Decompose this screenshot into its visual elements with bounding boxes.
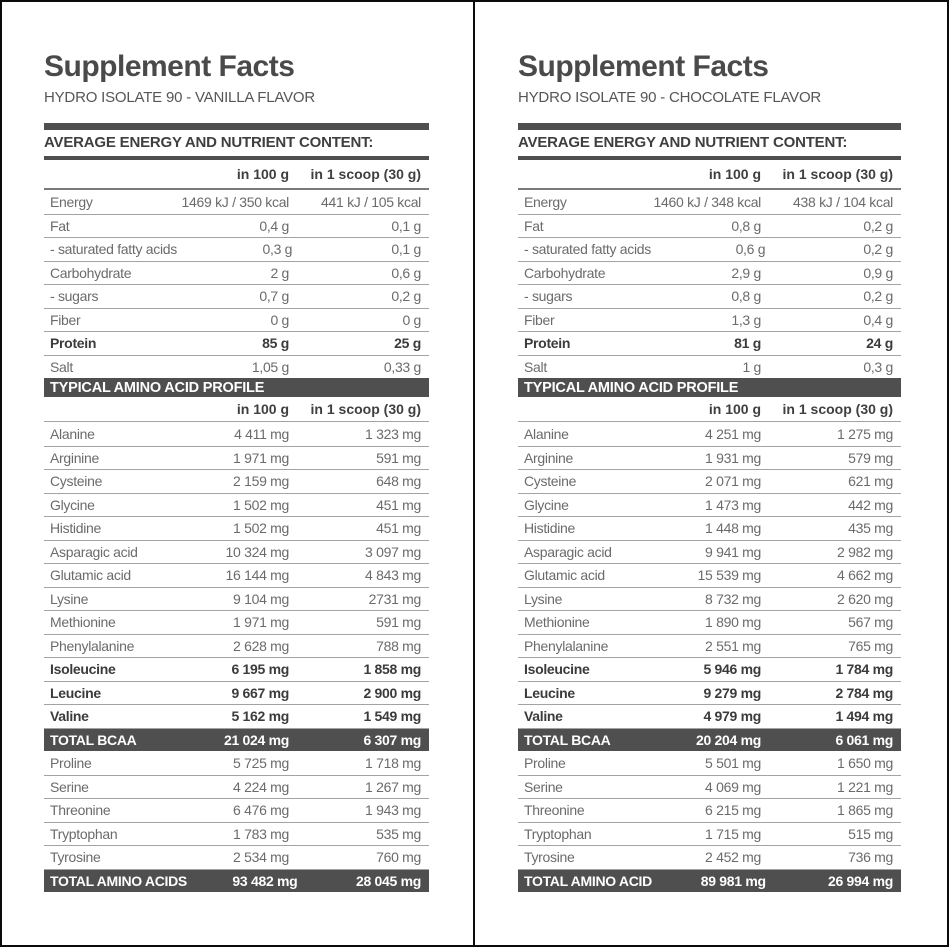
value-per-scoop: 1 323 mg [365,425,421,442]
row-label: Lysine [50,590,89,607]
table-row [518,681,901,705]
col-header-per-100g: in 100 g [236,401,289,417]
table-row [518,446,901,470]
value-per-100g: 4 251 mg [705,425,761,442]
value-per-100g: 9 667 mg [231,684,289,701]
table-row [44,190,429,214]
value-per-scoop: 0,2 g [863,217,893,234]
table-row [44,446,429,470]
table-row [44,845,429,869]
value-per-100g: 85 g [262,335,289,352]
table-row [44,634,429,658]
table-row [518,214,901,238]
value-per-100g: 15 539 mg [697,567,761,584]
value-per-scoop: 0,1 g [391,217,421,234]
value-per-100g: 2 g [270,264,289,281]
table-row [44,681,429,705]
value-per-100g: 93 482 mg [232,872,298,889]
col-header-per-scoop: in 1 scoop (30 g) [310,166,421,182]
value-per-scoop: 6 307 mg [363,731,421,748]
row-label: TOTAL AMINO ACID [524,872,652,889]
value-per-scoop: 1 494 mg [835,708,893,725]
row-label: Glycine [50,496,95,513]
nutrient-section-header: AVERAGE ENERGY AND NUTRIENT CONTENT: [518,134,848,151]
nutrient-table [518,190,901,378]
value-per-scoop: 435 mg [848,520,893,537]
page-title: Supplement Facts [44,50,295,83]
amino-section-header: TYPICAL AMINO ACID PROFILE [518,378,901,397]
value-per-100g: 1 931 mg [705,449,761,466]
row-label: Salt [50,358,73,375]
value-per-scoop: 0,2 g [863,288,893,305]
value-per-100g: 1469 kJ / 350 kcal [181,193,289,210]
value-per-100g: 5 501 mg [705,754,761,771]
row-label: Alanine [524,425,569,442]
row-label: Glutamic acid [524,567,605,584]
table-row [44,261,429,285]
value-per-100g: 4 411 mg [234,425,289,442]
row-label: Protein [50,335,97,352]
row-label: Fiber [524,311,555,328]
value-per-scoop: 579 mg [848,449,893,466]
table-row [518,308,901,332]
value-per-scoop: 2731 mg [368,590,421,607]
value-per-100g: 4 224 mg [233,778,289,795]
value-per-100g: 2 534 mg [233,849,289,866]
value-per-100g: 2 071 mg [705,473,761,490]
value-per-100g: 5 162 mg [231,708,289,725]
value-per-100g: 6 195 mg [231,661,289,678]
table-row [44,587,429,611]
value-per-100g: 1 715 mg [705,825,761,842]
row-label: Isoleucine [50,661,116,678]
table-row [44,355,429,379]
value-per-100g: 1460 kJ / 348 kcal [653,193,761,210]
value-per-scoop: 0,33 g [383,358,421,375]
value-per-100g: 81 g [734,335,761,352]
row-label: Leucine [50,684,101,701]
table-row [518,190,901,214]
value-per-100g: 89 981 mg [700,872,766,889]
table-row [518,775,901,799]
value-per-scoop: 0,2 g [391,288,421,305]
row-label: Histidine [524,520,575,537]
value-per-scoop: 1 784 mg [835,661,893,678]
value-per-100g: 9 941 mg [705,543,761,560]
value-per-scoop: 25 g [394,335,421,352]
row-label: Tryptophan [524,825,592,842]
value-per-100g: 0,7 g [259,288,289,305]
table-row [44,214,429,238]
value-per-100g: 4 069 mg [705,778,761,795]
row-label: - sugars [50,288,99,305]
value-per-100g: 1,05 g [251,358,289,375]
value-per-scoop: 0,4 g [863,311,893,328]
amino-column-headers [44,397,429,422]
table-row [44,493,429,517]
value-per-100g: 2 452 mg [705,849,761,866]
nutrient-table [44,190,429,378]
row-label: - saturated fatty acids [524,241,651,258]
col-header-per-100g: in 100 g [708,401,761,417]
value-per-scoop: 2 784 mg [835,684,893,701]
row-label: TOTAL AMINO ACIDS [50,872,187,889]
row-label: Lysine [524,590,563,607]
row-label: Tryptophan [50,825,118,842]
table-row [44,331,429,355]
table-row [518,331,901,355]
row-label: Arginine [524,449,573,466]
amino-column-headers [518,397,901,422]
value-per-100g: 1 890 mg [705,614,761,631]
table-row [518,634,901,658]
row-label: - saturated fatty acids [50,241,177,258]
row-label: TOTAL BCAA [50,731,137,748]
table-row [44,822,429,846]
value-per-scoop: 451 mg [376,496,421,513]
row-label: Serine [524,778,563,795]
value-per-100g: 5 946 mg [703,661,761,678]
value-per-scoop: 451 mg [376,520,421,537]
value-per-scoop: 3 097 mg [365,543,421,560]
row-label: Protein [524,335,571,352]
value-per-100g: 1 783 mg [233,825,289,842]
value-per-100g: 6 215 mg [705,802,761,819]
value-per-scoop: 535 mg [376,825,421,842]
nutrient-column-headers [44,160,429,190]
row-label: Valine [524,708,563,725]
value-per-100g: 2 159 mg [233,473,289,490]
table-row [518,728,901,752]
table-row [518,822,901,846]
value-per-100g: 20 204 mg [695,731,761,748]
row-label: Asparagic acid [524,543,612,560]
table-row [44,798,429,822]
row-label: Alanine [50,425,95,442]
row-label: TOTAL BCAA [524,731,611,748]
table-row [44,422,429,446]
row-label: Glutamic acid [50,567,131,584]
page-title: Supplement Facts [518,50,769,83]
table-row [518,704,901,728]
col-header-per-scoop: in 1 scoop (30 g) [782,401,893,417]
row-label: Tyrosine [50,849,101,866]
row-label: Histidine [50,520,101,537]
row-label: Proline [524,754,566,771]
nutrient-section-header: AVERAGE ENERGY AND NUTRIENT CONTENT: [44,134,374,151]
col-header-per-scoop: in 1 scoop (30 g) [782,166,893,182]
value-per-100g: 1 971 mg [233,449,289,466]
row-label: Arginine [50,449,99,466]
table-row [44,657,429,681]
table-row [518,869,901,893]
amino-section-header: TYPICAL AMINO ACID PROFILE [44,378,429,397]
value-per-100g: 1 971 mg [233,614,289,631]
value-per-scoop: 1 275 mg [837,425,893,442]
value-per-100g: 16 144 mg [225,567,289,584]
value-per-scoop: 0 g [402,311,421,328]
value-per-100g: 8 732 mg [705,590,761,607]
col-header-per-100g: in 100 g [236,166,289,182]
value-per-100g: 2 628 mg [233,637,289,654]
table-row [44,869,429,893]
value-per-scoop: 591 mg [376,614,421,631]
value-per-100g: 0,4 g [259,217,289,234]
value-per-scoop: 442 mg [848,496,893,513]
table-row [518,493,901,517]
table-row [44,284,429,308]
panel-chocolate [473,2,947,945]
value-per-100g: 9 104 mg [233,590,289,607]
row-label: Carbohydrate [50,264,132,281]
row-label: Threonine [50,802,111,819]
nutrient-column-headers [518,160,901,190]
value-per-scoop: 1 858 mg [363,661,421,678]
value-per-100g: 1 473 mg [705,496,761,513]
value-per-scoop: 1 221 mg [837,778,893,795]
table-row [518,261,901,285]
value-per-100g: 1 g [742,358,761,375]
value-per-100g: 6 476 mg [233,802,289,819]
value-per-scoop: 591 mg [376,449,421,466]
col-header-per-scoop: in 1 scoop (30 g) [310,401,421,417]
table-row [518,422,901,446]
table-row [44,308,429,332]
value-per-100g: 0,6 g [735,241,766,258]
row-label: Asparagic acid [50,543,138,560]
product-subtitle: HYDRO ISOLATE 90 - CHOCOLATE FLAVOR [518,89,822,106]
table-row [44,751,429,775]
value-per-100g: 10 324 mg [225,543,289,560]
amino-acid-table [518,422,901,892]
value-per-100g: 9 279 mg [703,684,761,701]
value-per-100g: 21 024 mg [223,731,289,748]
row-label: Methionine [50,614,116,631]
value-per-scoop: 0,3 g [863,358,893,375]
value-per-scoop: 24 g [866,335,893,352]
value-per-scoop: 2 982 mg [837,543,893,560]
value-per-scoop: 1 267 mg [365,778,421,795]
table-row [44,469,429,493]
row-label: Valine [50,708,89,725]
col-header-per-100g: in 100 g [708,166,761,182]
value-per-100g: 1 448 mg [705,520,761,537]
row-label: Leucine [524,684,575,701]
row-label: Proline [50,754,92,771]
value-per-100g: 4 979 mg [703,708,761,725]
value-per-100g: 1,3 g [731,311,761,328]
row-label: Carbohydrate [524,264,606,281]
table-row [44,775,429,799]
row-label: Salt [524,358,547,375]
row-label: Fat [50,217,70,234]
table-row [44,563,429,587]
divider-bar [518,123,901,130]
value-per-scoop: 0,2 g [863,241,893,258]
value-per-scoop: 1 650 mg [837,754,893,771]
value-per-scoop: 621 mg [848,473,893,490]
value-per-scoop: 0,9 g [863,264,893,281]
table-row [518,587,901,611]
value-per-100g: 5 725 mg [233,754,289,771]
value-per-scoop: 2 900 mg [363,684,421,701]
table-row [44,237,429,261]
value-per-scoop: 515 mg [848,825,893,842]
value-per-100g: 0,8 g [731,217,761,234]
table-row [518,469,901,493]
table-row [518,751,901,775]
panel-vanilla [2,2,473,945]
value-per-100g: 1 502 mg [233,520,289,537]
value-per-scoop: 0,6 g [391,264,421,281]
table-row [518,284,901,308]
table-row [44,610,429,634]
row-label: Phenylalanine [524,637,609,654]
row-label: Methionine [524,614,590,631]
row-label: Serine [50,778,89,795]
divider-bar [44,123,429,130]
table-row [518,845,901,869]
value-per-100g: 0,8 g [731,288,761,305]
row-label: Glycine [524,496,569,513]
value-per-100g: 0 g [270,311,289,328]
row-label: Isoleucine [524,661,590,678]
value-per-scoop: 736 mg [848,849,893,866]
row-label: Energy [524,193,567,210]
table-row [518,355,901,379]
value-per-scoop: 4 843 mg [365,567,421,584]
value-per-scoop: 765 mg [848,637,893,654]
value-per-scoop: 760 mg [376,849,421,866]
table-row [518,540,901,564]
table-row [518,798,901,822]
row-label: Cysteine [50,473,103,490]
value-per-scoop: 6 061 mg [835,731,893,748]
value-per-100g: 2,9 g [731,264,761,281]
value-per-scoop: 28 045 mg [355,872,421,889]
value-per-scoop: 0,1 g [391,241,421,258]
value-per-scoop: 1 943 mg [365,802,421,819]
value-per-scoop: 26 994 mg [827,872,893,889]
row-label: Phenylalanine [50,637,135,654]
table-row [44,516,429,540]
value-per-100g: 0,3 g [262,241,293,258]
row-label: Tyrosine [524,849,575,866]
value-per-scoop: 567 mg [848,614,893,631]
value-per-scoop: 4 662 mg [837,567,893,584]
row-label: Fiber [50,311,81,328]
value-per-scoop: 438 kJ / 104 kcal [793,193,893,210]
table-row [518,657,901,681]
value-per-scoop: 1 549 mg [363,708,421,725]
table-row [44,704,429,728]
table-row [518,563,901,587]
value-per-scoop: 441 kJ / 105 kcal [321,193,421,210]
value-per-100g: 1 502 mg [233,496,289,513]
row-label: Fat [524,217,544,234]
table-row [518,237,901,261]
row-label: Threonine [524,802,585,819]
amino-acid-table [44,422,429,892]
value-per-scoop: 648 mg [376,473,421,490]
row-label: Cysteine [524,473,577,490]
table-row [518,610,901,634]
value-per-scoop: 2 620 mg [837,590,893,607]
value-per-scoop: 1 865 mg [837,802,893,819]
row-label: Energy [50,193,93,210]
value-per-scoop: 788 mg [376,637,421,654]
table-row [44,728,429,752]
product-subtitle: HYDRO ISOLATE 90 - VANILLA FLAVOR [44,89,315,106]
table-row [44,540,429,564]
value-per-scoop: 1 718 mg [365,754,421,771]
value-per-100g: 2 551 mg [705,637,761,654]
row-label: - sugars [524,288,573,305]
table-row [518,516,901,540]
